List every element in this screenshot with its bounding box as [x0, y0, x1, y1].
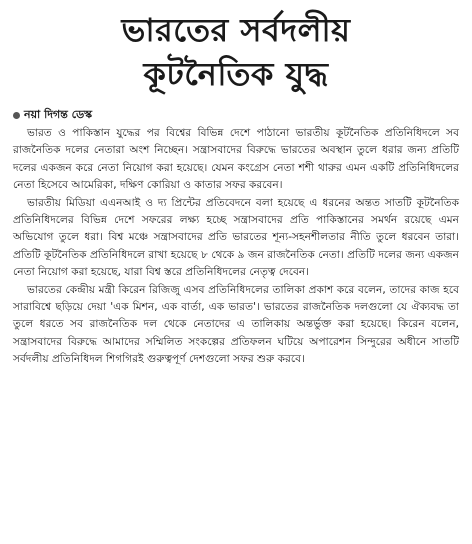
headline-line-1: ভারতের সর্বদলীয়: [121, 11, 351, 49]
bullet-icon: [13, 112, 20, 119]
paragraph-1: ভারত ও পাকিস্তান যুদ্ধের পর বিশ্বের বিভিন্ন দেশে পাঠানো ভারতীয় কূটনৈতিক প্রতিনিধিদলে সব রাজনৈতিক দলের নেতারা অংশ নিচ্ছেন। সন্ত্রাসবাদের বিরুদ্ধে ভারতের অবস্থান তুলে ধরার জন্য প্রতিটি দলের একজন করে নেতা নিয়োগ করা হয়েছে। যেমন কংগ্রেস নেতা শশী থারুর এমন একটি প্রতিনিধিদলের নেতা হিসেবে আমেরিকা, দক্ষিণ কোরিয়া ও কাতার সফর করবেন।: [13, 127, 459, 192]
byline-text: নয়া দিগন্ত ডেস্ক: [24, 108, 93, 121]
headline-line-2: কূটনৈতিক যুদ্ধ: [143, 55, 329, 93]
paragraph-2: ভারতীয় মিডিয়া এএনআই ও দ্য প্রিন্টের প্রতিবেদনে বলা হয়েছে এ ধরনের অন্তত সাতটি কূটনৈতিক প্রতিনিধিদলের বিভিন্ন দেশে সফরের লক্ষ্য হচ্ছে সন্ত্রাসবাদের প্রতি পাকিস্তানের সমর্থন রয়েছে এমন অভিযোগ তুলে ধরা। বিশ্ব মঞ্চে সন্ত্রাসবাদের প্রতি ভারতের শূন্য-সহনশীলতার নীতি তুলে ধরবেন তারা। প্রতিটি কূটনৈতিক প্রতিনিধিদলে রাখা হয়েছে ৮ থেকে ৯ জন রাজনৈতিক নেতা। প্রতিটি দলের জন্য একজন নেতা নিয়োগ করা হয়েছে, যারা বিশ্ব স্তরে প্রতিনিধিদলের নেতৃত্ব দেবেন।: [13, 196, 459, 279]
byline: [13, 108, 459, 122]
article-headline: [13, 8, 459, 96]
paragraph-3: ভারতের কেন্দ্রীয় মন্ত্রী কিরেন রিজিজু এসব প্রতিনিধিদলের তালিকা প্রকাশ করে বলেন, তাদের কাজ হবে সারাবিশ্বে ছড়িয়ে দেয়া 'এক মিশন, এক বার্তা, এক ভারত'। ভারতের রাজনৈতিক দলগুলো যে ঐক্যবদ্ধ তা তুলে ধরতে সব রাজনৈতিক দল থেকে নেতাদের এ তালিকায় অন্তর্ভুক্ত করা হয়েছে। কিরেন বলেন, সন্ত্রাসবাদের বিরুদ্ধে আমাদের সম্মিলিত সংকল্পের প্রতিফলন ঘটিয়ে অপারেশন সিন্দুরের অধীনে সাতটি সর্বদলীয় প্রতিনিধিদল শিগগিরই গুরুত্বপূর্ণ দেশগুলো সফর শুরু করবে।: [13, 283, 459, 366]
article-body: [13, 125, 459, 369]
